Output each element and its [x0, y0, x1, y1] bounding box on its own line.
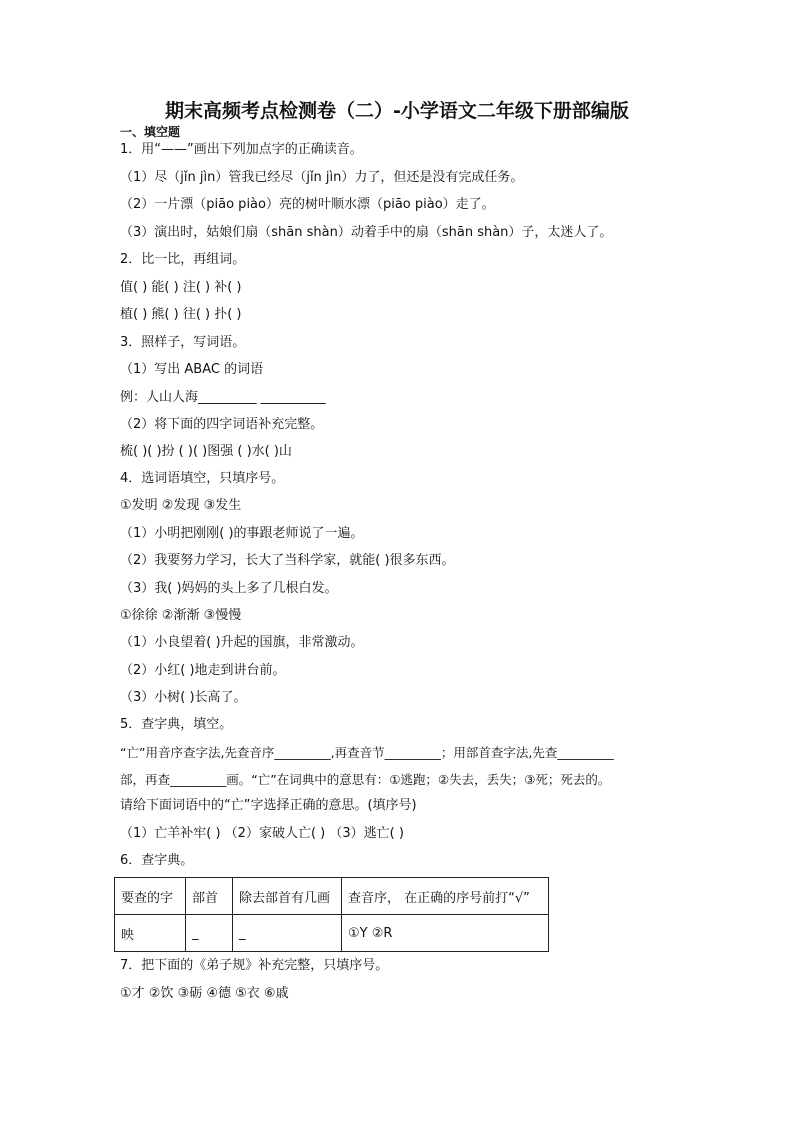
question-7-title: 7．把下面的《弟子规》补充完整，只填序号。 [120, 958, 389, 973]
question-3-fill: 梳( )( )扮 ( )( )图强 ( )水( )山 [120, 444, 292, 459]
question-3-title: 3．照样子，写词语。 [120, 335, 246, 350]
question-4-title: 4．选词语填空，只填序号。 [120, 471, 285, 486]
question-2-row-2: 植( ) 熊( ) 往( ) 扑( ) [120, 307, 242, 322]
question-4-options-1: ①发明 ②发现 ③发生 [120, 498, 242, 513]
question-1-item-3: （3）演出时，姑娘们扇（shān shàn）动着手中的扇（shān shàn）子，太迷人了。 [120, 225, 613, 240]
question-7-options: ①才 ②饮 ③砺 ④德 ⑤衣 ⑥戚 [120, 986, 289, 1001]
table-row [115, 915, 549, 952]
question-1-title: 1．用“——”画出下列加点字的正确读音。 [120, 142, 363, 157]
question-4-group-1-item-3: （3）我( )妈妈的头上多了几根白发。 [120, 581, 338, 596]
table-cell: ①Y ②R [342, 915, 549, 952]
table-cell: _ [233, 915, 342, 952]
question-1-item-1: （1）尽（jǐn jìn）管我已经尽（jǐn jìn）力了，但还是没有完成任务。 [120, 170, 524, 185]
question-5-line-1: “亡”用音序查字法,先查音序_________,再查音节_________；用部首查字法,先查_________ [120, 745, 614, 760]
question-5-line-2: 部，再查_________画。“亡”在词典中的意思有：①逃跑；②失去，丢失；③死；死去的。 [120, 772, 611, 787]
question-3-sub-2: （2）将下面的四字词语补充完整。 [120, 417, 324, 432]
question-5-line-3: 请给下面词语中的“亡”字选择正确的意思。(填序号) [120, 798, 417, 813]
question-5-line-4: （1）亡羊补牢( ) （2）家破人亡( ) （3）逃亡( ) [120, 826, 404, 841]
question-4-group-1-item-2: （2）我要努力学习，长大了当科学家，就能( )很多东西。 [120, 553, 455, 568]
table-header-row [115, 878, 549, 915]
question-1-item-2: （2）一片漂（piāo piào）亮的树叶顺水漂（piāo piào）走了。 [120, 197, 495, 212]
section-heading: 一、填空题 [120, 125, 181, 139]
page-title: 期末高频考点检测卷（二）-小学语文二年级下册部编版 [165, 100, 629, 122]
question-2-row-1: 值( ) 能( ) 注( ) 补( ) [120, 280, 242, 295]
question-4-options-2: ①徐徐 ②渐渐 ③慢慢 [120, 608, 242, 623]
dictionary-table [114, 877, 549, 952]
table-header-cell: 查音序， 在正确的序号前打“√” [342, 878, 549, 915]
question-4-group-2-item-2: （2）小红( )地走到讲台前。 [120, 663, 286, 678]
table-header-cell: 部首 [186, 878, 233, 915]
question-2-title: 2．比一比，再组词。 [120, 252, 246, 267]
question-4-group-1-item-1: （1）小明把刚刚( )的事跟老师说了一遍。 [120, 526, 364, 541]
table-header-cell: 要查的字 [115, 878, 186, 915]
table-header-cell: 除去部首有几画 [233, 878, 342, 915]
question-4-group-2-item-1: （1）小良望着( )升起的国旗，非常激动。 [120, 635, 364, 650]
question-3-sub-1: （1）写出 ABAC 的词语 [120, 362, 264, 377]
question-6-title: 6．查字典。 [120, 853, 194, 868]
table-cell: _ [186, 915, 233, 952]
table-cell: 映 [115, 915, 186, 952]
question-5-title: 5．查字典，填空。 [120, 717, 233, 732]
question-4-group-2-item-3: （3）小树( )长高了。 [120, 690, 247, 705]
question-3-example: 例：人山人海_________ __________ [120, 390, 326, 405]
